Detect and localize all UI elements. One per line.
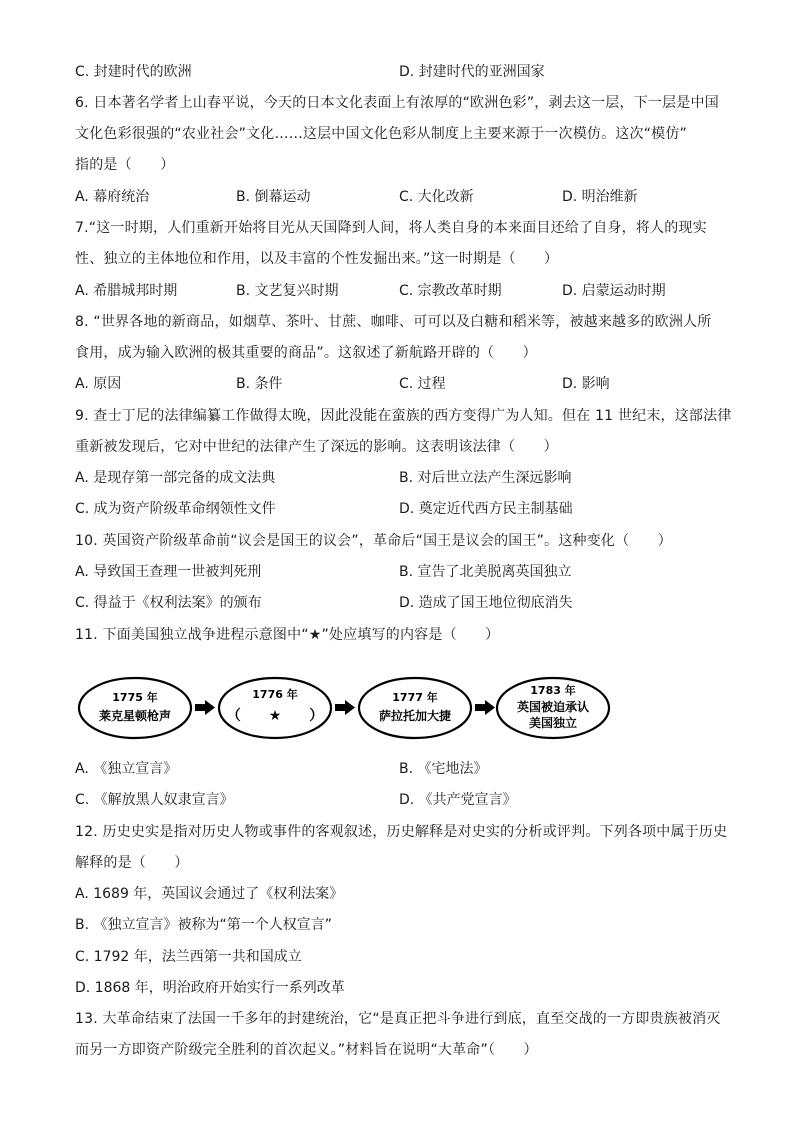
arrow-2 [335, 700, 355, 715]
q12-stem-1: 12. 历史史实是指对历史人物或事件的客观叙述，历史解释是对史实的分析或评判。下列各项中属于历史 [75, 824, 728, 840]
q10-option-c: C. 得益于《权利法案》的颁布 [75, 595, 262, 611]
q12-option-d: D. 1868 年，明治政府开始实行一系列改革 [75, 980, 345, 996]
node-1783-text2: 美国独立 [528, 716, 578, 730]
q11-option-c: C. 《解放黑人奴隶宣言》 [75, 792, 234, 808]
q8-option-d: D. 影响 [562, 376, 610, 392]
independence-war-flow-diagram [75, 670, 725, 750]
q10-option-a: A. 导致国王查理一世被判死刑 [75, 564, 262, 580]
q13-stem-1: 13. 大革命结束了法国一千多年的封建统治，它“是真正把斗争进行到底，直至交战的一方即贵族被消灭 [75, 1011, 721, 1027]
node-1775 [79, 678, 191, 738]
q9-stem-1: 9. 查士丁尼的法律编纂工作做得太晚，因此没能在蛮族的西方变得广为人知。但在 11 世纪末，这部法律 [75, 408, 732, 424]
q7-option-c: C. 宗教改革时期 [399, 283, 502, 299]
q8-stem-2: 食用，成为输入欧洲的极其重要的商品”。这叙述了新航路开辟的（ ） [75, 345, 537, 361]
q10-option-b: B. 宣告了北美脱离英国独立 [399, 564, 572, 580]
q6-option-a: A. 幕府统治 [75, 189, 150, 205]
q8-option-c: C. 过程 [399, 376, 446, 392]
q5-option-c: C. 封建时代的欧洲 [75, 64, 192, 80]
q10-stem: 10. 英国资产阶级革命前“议会是国王的议会”，革命后“国王是议会的国王”。这种变化（ ） [75, 533, 672, 549]
node-1783-year: 1783 年 [530, 684, 576, 697]
q7-stem-1: 7.“这一时期，人们重新开始将目光从天国降到人间，将人类自身的本来面目还给了自身，将人的现实 [75, 220, 707, 236]
node-1775-text: 莱克星顿枪声 [98, 709, 172, 723]
q12-option-b: B. 《独立宣言》被称为“第一个人权宣言” [75, 917, 333, 933]
q9-option-a: A. 是现存第一部完备的成文法典 [75, 470, 276, 486]
q7-option-a: A. 希腊城邦时期 [75, 283, 178, 299]
q12-stem-2: 解释的是（ ） [75, 855, 189, 871]
q12-option-a: A. 1689 年，英国议会通过了《权利法案》 [75, 886, 344, 902]
q7-option-d: D. 启蒙运动时期 [562, 283, 666, 299]
arrow-1 [195, 700, 215, 715]
q6-option-b: B. 倒幕运动 [236, 189, 311, 205]
node-1775-year: 1775 年 [112, 691, 158, 704]
node-1777-year: 1777 年 [392, 691, 438, 704]
q6-stem-2: 文化色彩很强的“农业社会”文化……这层中国文化色彩从制度上主要来源于一次模仿。这次“模仿” [75, 126, 688, 142]
node-1783 [497, 678, 609, 738]
q6-stem-3: 指的是（ ） [75, 157, 175, 173]
q11-option-d: D. 《共产党宣言》 [399, 792, 517, 808]
q8-option-b: B. 条件 [236, 376, 283, 392]
q6-option-d: D. 明治维新 [562, 189, 638, 205]
node-1777 [359, 678, 471, 738]
q10-option-d: D. 造成了国王地位彻底消失 [399, 595, 573, 611]
q7-option-b: B. 文艺复兴时期 [236, 283, 339, 299]
q6-option-c: C. 大化改新 [399, 189, 474, 205]
node-1777-text: 萨拉托加大捷 [378, 709, 452, 723]
q13-stem-2: 而另一方即资产阶级完全胜利的首次起义。”材料旨在说明“大革命”（ ） [75, 1042, 538, 1058]
node-1776-year: 1776 年 [252, 688, 298, 701]
node-1776 [219, 678, 331, 738]
q9-stem-2: 重新被发现后，它对中世纪的法律产生了深远的影响。这表明该法律（ ） [75, 439, 558, 455]
q8-stem-1: 8. “世界各地的新商品，如烟草、茶叶、甘蔗、咖啡、可可以及白糖和稻米等，被越来越多的欧洲人所 [75, 314, 712, 330]
q7-stem-2: 性、独立的主体地位和作用，以及丰富的个性发掘出来。”这一时期是（ ） [75, 251, 559, 267]
q8-option-a: A. 原因 [75, 376, 122, 392]
q6-stem-1: 6. 日本著名学者上山春平说，今天的日本文化表面上有浓厚的“欧洲色彩”，剥去这一层，下一层是中国 [75, 95, 719, 111]
q9-option-b: B. 对后世立法产生深远影响 [399, 470, 572, 486]
q9-option-c: C. 成为资产阶级革命纲领性文件 [75, 501, 276, 517]
node-1776-text: （ ★ ） [226, 708, 324, 724]
q9-option-d: D. 奠定近代西方民主制基础 [399, 501, 573, 517]
q11-stem: 11. 下面美国独立战争进程示意图中“★”处应填写的内容是（ ） [75, 627, 500, 643]
q11-option-b: B. 《宅地法》 [399, 761, 488, 777]
node-1783-text: 英国被迫承认 [516, 700, 590, 714]
q12-option-c: C. 1792 年，法兰西第一共和国成立 [75, 949, 302, 965]
q11-option-a: A. 《独立宣言》 [75, 761, 178, 777]
arrow-3 [475, 700, 495, 715]
q5-option-d: D. 封建时代的亚洲国家 [399, 64, 545, 80]
